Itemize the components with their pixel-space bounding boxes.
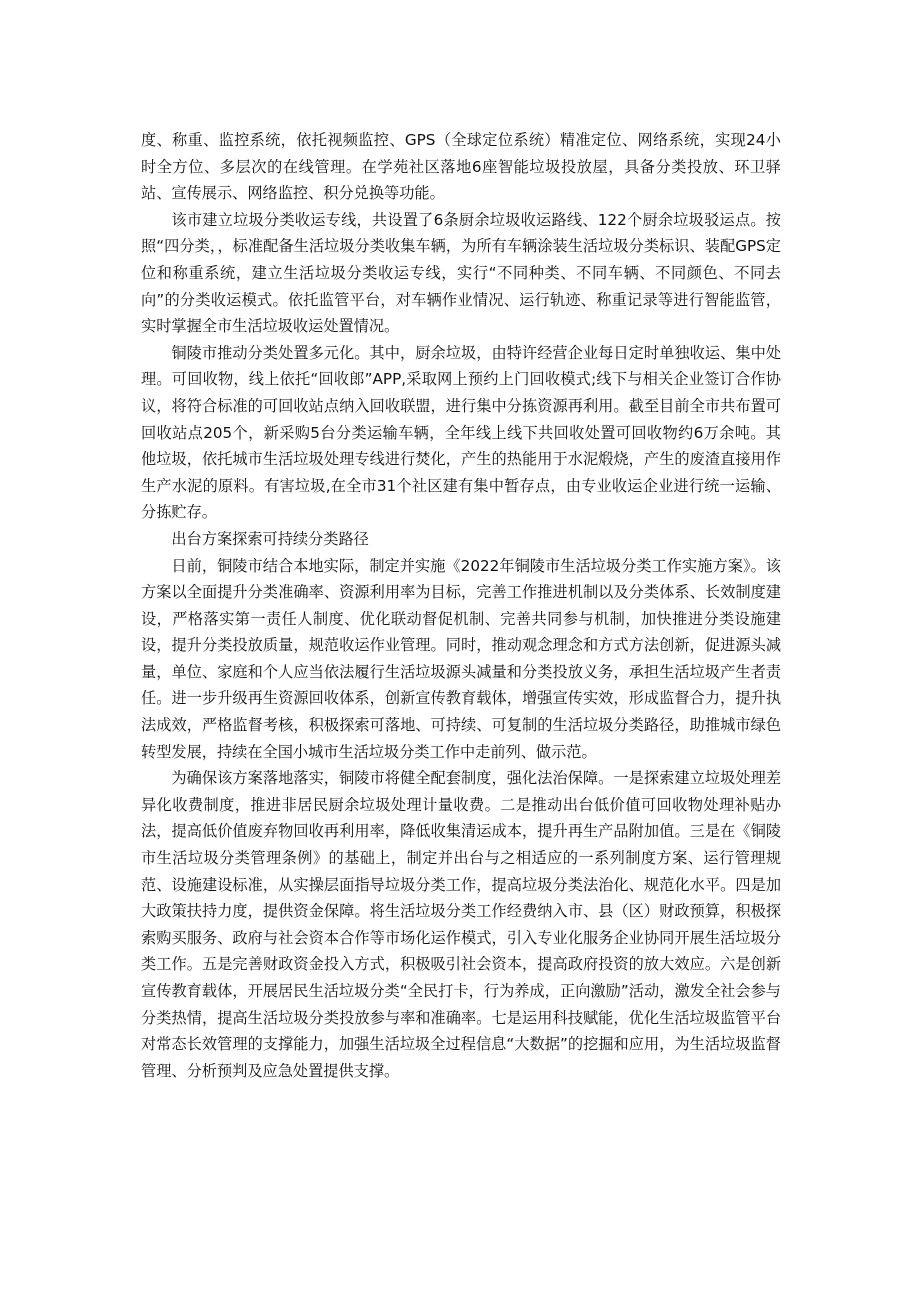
paragraph-implementation-plan: 日前，铜陵市结合本地实际，制定并实施《2022年铜陵市生活垃圾分类工作实施方案》。该方案以全面提升分类准确率、资源利用率为目标，完善工作推进机制以及分类体系、长效制度建设，严格落实第一责任人制度、优化联动督促机制、完善共同参与机制，加快推进分类设施建设，提升分类投放质量，规范收运作业管理。同时，推动观念理念和方式方法创新，促进源头减量，单位、家庭和个人应当依法履行生活垃圾源头减量和分类投放义务，承担生活垃圾产生者责任。进一步升级再生资源回收体系，创新宣传教育载体，增强宣传实效，形成监督合力，提升执法成效，严格监督考核，积极探索可落地、可持续、可复制的生活垃圾分类路径，助推城市绿色转型发展，持续在全国小城市生活垃圾分类工作中走前列、做示范。	[141, 556, 781, 761]
document-body	[141, 127, 781, 1084]
paragraph-collection-routes: 该市建立垃圾分类收运专线，共设置了6条厨余垃圾收运路线、122个厨余垃圾驳运点。按照“四分类，，标准配备生活垃圾分类收集车辆，为所有车辆涂装生活垃圾分类标识、装配GPS定位和称重系统，建立生活垃圾分类收运专线，实行“不同种类、不同车辆、不同颜色、不同去向”的分类收运模式。依托监管平台，对车辆作业情况、运行轨迹、称重记录等进行智能监管，实时掌握全市生活垃圾收运处置情况。	[141, 210, 781, 336]
section-heading: 出台方案探索可持续分类路径	[171, 529, 369, 548]
paragraph-disposal-diversification: 铜陵市推动分类处置多元化。其中，厨余垃圾，由特许经营企业每日定时单独收运、集中处理。可回收物，线上依托“回收郎”APP,采取网上预约上门回收模式;线下与相关企业签订合作协议，将符合标准的可回收站点纳入回收联盟，进行集中分拣资源再利用。截至目前全市共布置可回收站点205个，新采购5台分类运输车辆，全年线上线下共回收处置可回收物约6万余吨。其他垃圾，依托城市生活垃圾处理专线进行焚化，产生的热能用于水泥煅烧，产生的废渣直接用作生产水泥的原料。有害垃圾,在全市31个社区建有集中暂存点，由专业收运企业进行统一运输、分拣贮存。	[141, 343, 781, 522]
paragraph-continued: 度、称重、监控系统，依托视频监控、GPS（全球定位系统）精准定位、网络系统，实现24小时全方位、多层次的在线管理。在学苑社区落地6座智能垃圾投放屋，具备分类投放、环卫驿站、宣传展示、网络监控、积分兑换等功能。	[141, 131, 781, 203]
paragraph-supporting-measures: 为确保该方案落地落实，铜陵市将健全配套制度，强化法治保障。一是探索建立垃圾处理差异化收费制度，推进非居民厨余垃圾处理计量收费。二是推动出台低价值可回收物处理补贴办法，提高低价值废弃物回收再利用率，降低收集清运成本，提升再生产品附加值。三是在《铜陵市生活垃圾分类管理条例》的基础上，制定并出台与之相适应的一系列制度方案、运行管理规范、设施建设标准，从实操层面指导垃圾分类工作，提高垃圾分类法治化、规范化水平。四是加大政策扶持力度，提供资金保障。将生活垃圾分类工作经费纳入市、县（区）财政预算，积极探索购买服务、政府与社会资本合作等市场化运作模式，引入专业化服务企业协同开展生活垃圾分类工作。五是完善财政资金投入方式，积极吸引社会资本，提高政府投资的放大效应。六是创新宣传教育载体，开展居民生活垃圾分类“全民打卡，行为养成，正向激励”活动，激发全社会参与分类热情，提高生活垃圾分类投放参与率和准确率。七是运用科技赋能，优化生活垃圾监管平台对常态长效管理的支撑能力，加强生活垃圾全过程信息“大数据”的挖掘和应用，为生活垃圾监督管理、分析预判及应急处置提供支撑。	[141, 769, 781, 1080]
